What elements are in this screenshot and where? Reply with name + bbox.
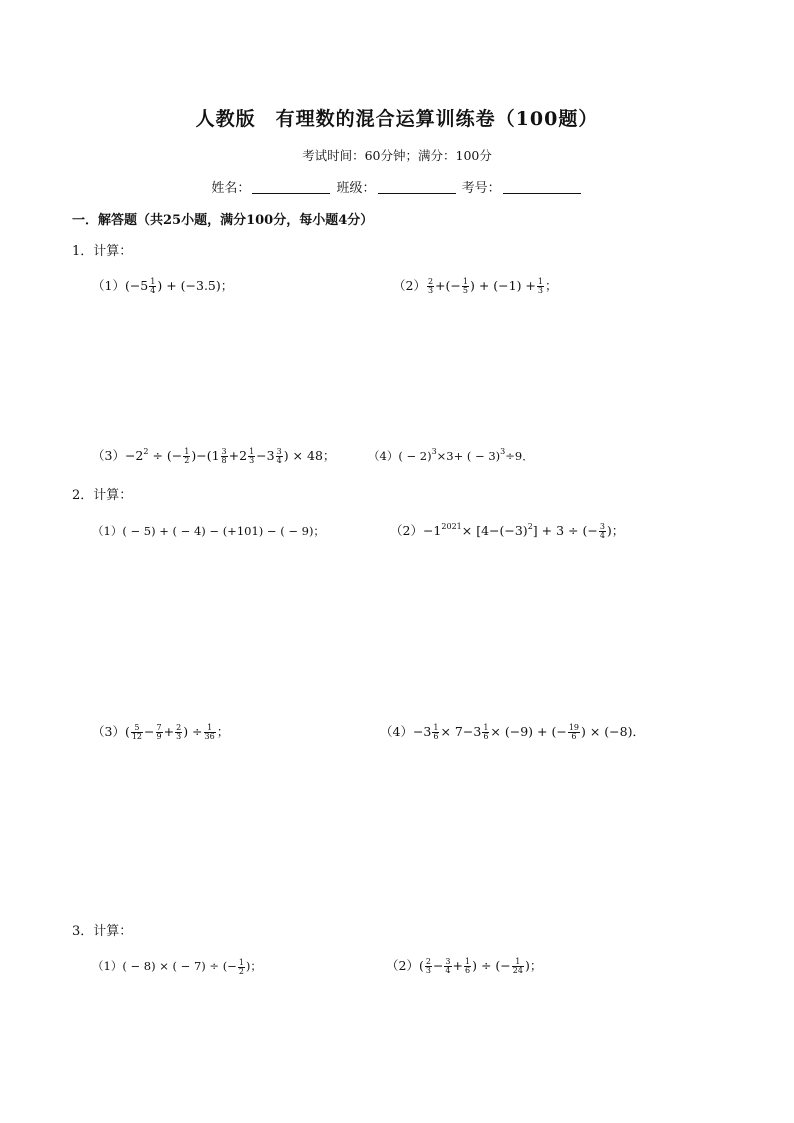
- numerator: 1: [150, 277, 156, 286]
- numerator: 7: [156, 723, 162, 732]
- expr-part: +: [163, 724, 175, 739]
- expr-part: (: [124, 724, 130, 739]
- name-blank[interactable]: [252, 181, 330, 194]
- q3-problem-1: [92, 956, 262, 976]
- q2-problem-4: [380, 722, 645, 742]
- denominator: 36: [204, 732, 215, 741]
- q1-problem-4: [368, 446, 534, 466]
- expr-part: ) ÷ (−: [472, 958, 511, 973]
- numerator: 2: [427, 277, 434, 286]
- fraction: [221, 448, 228, 465]
- fraction: [183, 448, 190, 465]
- fraction: [537, 278, 544, 295]
- exponent: 2021: [441, 522, 462, 531]
- denominator: 4: [150, 286, 156, 295]
- fraction: [427, 278, 434, 295]
- q2-problem-1: [92, 521, 325, 541]
- q1-problem-1: [92, 276, 233, 296]
- expr-part: ( − 8) × ( − 7) ÷ (−: [122, 959, 237, 973]
- problem-number: （3）: [92, 724, 125, 739]
- numerator: 1: [433, 723, 439, 732]
- expr-part: )；: [524, 958, 543, 973]
- name-label: 姓名：: [211, 181, 251, 196]
- expr-part: ) + (−3.5)；: [157, 278, 234, 293]
- numerator: 1: [184, 447, 190, 456]
- fraction: [599, 523, 606, 540]
- problem-number: （1）: [92, 959, 123, 973]
- denominator: 2: [184, 456, 190, 465]
- expr-part: ；: [545, 278, 558, 293]
- exam-number-blank[interactable]: [503, 181, 581, 194]
- expr-part: +(−: [435, 278, 461, 293]
- exponent: 2: [143, 447, 149, 456]
- expr-part: +2: [228, 448, 248, 463]
- q2-problem-3: [92, 722, 229, 742]
- numerator: 3: [599, 522, 605, 531]
- fraction: [464, 958, 471, 975]
- expr-part: ÷9．: [505, 449, 534, 463]
- fraction: [248, 448, 255, 465]
- denominator: 24: [512, 966, 523, 975]
- fraction: [156, 724, 163, 741]
- expr-part: × (−9) + (−: [490, 724, 567, 739]
- exam-info: 考试时间：60分钟；满分：100分: [302, 148, 492, 163]
- numerator: 5: [131, 724, 143, 733]
- expr-part: ) × 48；: [283, 448, 336, 463]
- expr-part: ) + (−1) +: [469, 278, 536, 293]
- denominator: 6: [483, 732, 489, 741]
- problem-number: （2）: [386, 958, 419, 973]
- fraction: [444, 958, 451, 975]
- denominator: 3: [537, 286, 543, 295]
- denominator: 4: [276, 456, 282, 465]
- problem-number: （1）: [92, 524, 123, 538]
- fraction: [425, 958, 432, 975]
- q2-problem-2: [390, 521, 624, 541]
- section-heading: 一．解答题（共25小题，满分100分，每小题4分）: [72, 213, 374, 228]
- expr-part: ( − 2): [398, 449, 432, 463]
- numerator: 3: [445, 957, 451, 966]
- denominator: 3: [427, 286, 434, 295]
- numerator: 2: [176, 723, 182, 732]
- expr-part: −: [432, 958, 444, 973]
- fraction: [204, 724, 216, 741]
- denominator: 4: [599, 531, 605, 540]
- q1-problem-3: [92, 446, 335, 466]
- denominator: 9: [156, 732, 162, 741]
- expr-part: ；: [216, 724, 230, 739]
- expr-part: −1: [422, 523, 442, 538]
- expr-part: )；: [606, 523, 625, 538]
- problem-number: （3）: [92, 448, 125, 463]
- fraction: [432, 724, 439, 741]
- denominator: 8: [221, 456, 227, 465]
- numerator: 3: [221, 447, 227, 456]
- denominator: 6: [571, 732, 577, 741]
- exponent: 3: [500, 447, 506, 456]
- q1-heading: 1．计算：: [72, 244, 133, 259]
- expr-part: )；: [245, 959, 262, 973]
- numerator: 1: [537, 277, 543, 286]
- numerator: 1: [462, 277, 468, 286]
- fraction: [175, 724, 182, 741]
- class-blank[interactable]: [378, 181, 456, 194]
- denominator: 3: [249, 456, 255, 465]
- numerator: 1: [238, 957, 244, 967]
- exponent: 3: [431, 447, 437, 456]
- q2-heading: 2．计算：: [72, 488, 133, 503]
- numerator: 1: [465, 957, 471, 966]
- fraction: [276, 448, 283, 465]
- page-title: 人教版 有理数的混合运算训练卷（100题）: [195, 108, 599, 130]
- denominator: 4: [445, 966, 451, 975]
- fraction: [131, 724, 143, 741]
- expr-part: −2: [124, 448, 144, 463]
- q3-heading: 3．计算：: [72, 924, 133, 939]
- class-label: 班级：: [336, 181, 376, 196]
- expr-part: )−(1: [191, 448, 220, 463]
- numerator: 19: [568, 723, 579, 732]
- denominator: 5: [462, 286, 468, 295]
- expr-part: −: [144, 724, 155, 739]
- numerator: 1: [204, 724, 216, 733]
- expr-part: ) × (−8)．: [581, 724, 645, 739]
- student-info-fields: [0, 177, 794, 196]
- problem-number: （4）: [380, 724, 413, 739]
- expr-part: ÷ (−: [148, 448, 183, 463]
- denominator: 3: [176, 732, 182, 741]
- problem-number: （1）: [92, 278, 125, 293]
- expr-part: (: [418, 958, 424, 973]
- numerator: 3: [276, 447, 282, 456]
- q3-problem-2: [386, 956, 542, 976]
- fraction: [482, 724, 489, 741]
- expr-part: ] + 3 ÷ (−: [532, 523, 598, 538]
- expr-part: ) ÷: [183, 724, 203, 739]
- fraction: [149, 278, 156, 295]
- expr-part: ( − 5) + ( − 4) − (+101) − ( − 9)；: [122, 524, 325, 538]
- expr-part: −3: [256, 448, 275, 463]
- expr-part: × 7−3: [440, 724, 482, 739]
- numerator: 1: [249, 447, 255, 456]
- q1-problem-2: [393, 276, 558, 296]
- numerator: 1: [512, 958, 524, 967]
- problem-number: （4）: [368, 449, 399, 463]
- expr-part: ×3+ ( − 3): [436, 449, 501, 463]
- fraction: [462, 278, 469, 295]
- numerator: 1: [483, 723, 489, 732]
- problem-number: （2）: [390, 523, 423, 538]
- denominator: 12: [131, 732, 143, 741]
- exponent: 2: [527, 522, 533, 531]
- fraction: [512, 958, 524, 975]
- denominator: 6: [433, 732, 439, 741]
- expr-part: −3: [412, 724, 432, 739]
- exam-number-label: 考号：: [461, 181, 501, 196]
- numerator: 2: [425, 957, 431, 966]
- denominator: 6: [465, 966, 471, 975]
- expr-part: (−5: [124, 278, 149, 293]
- fraction: [568, 724, 580, 741]
- fraction: [238, 959, 245, 976]
- problem-number: （2）: [393, 278, 426, 293]
- denominator: 2: [238, 966, 244, 976]
- denominator: 3: [425, 966, 431, 975]
- expr-part: × [4−(−3): [461, 523, 528, 538]
- expr-part: +: [452, 958, 463, 973]
